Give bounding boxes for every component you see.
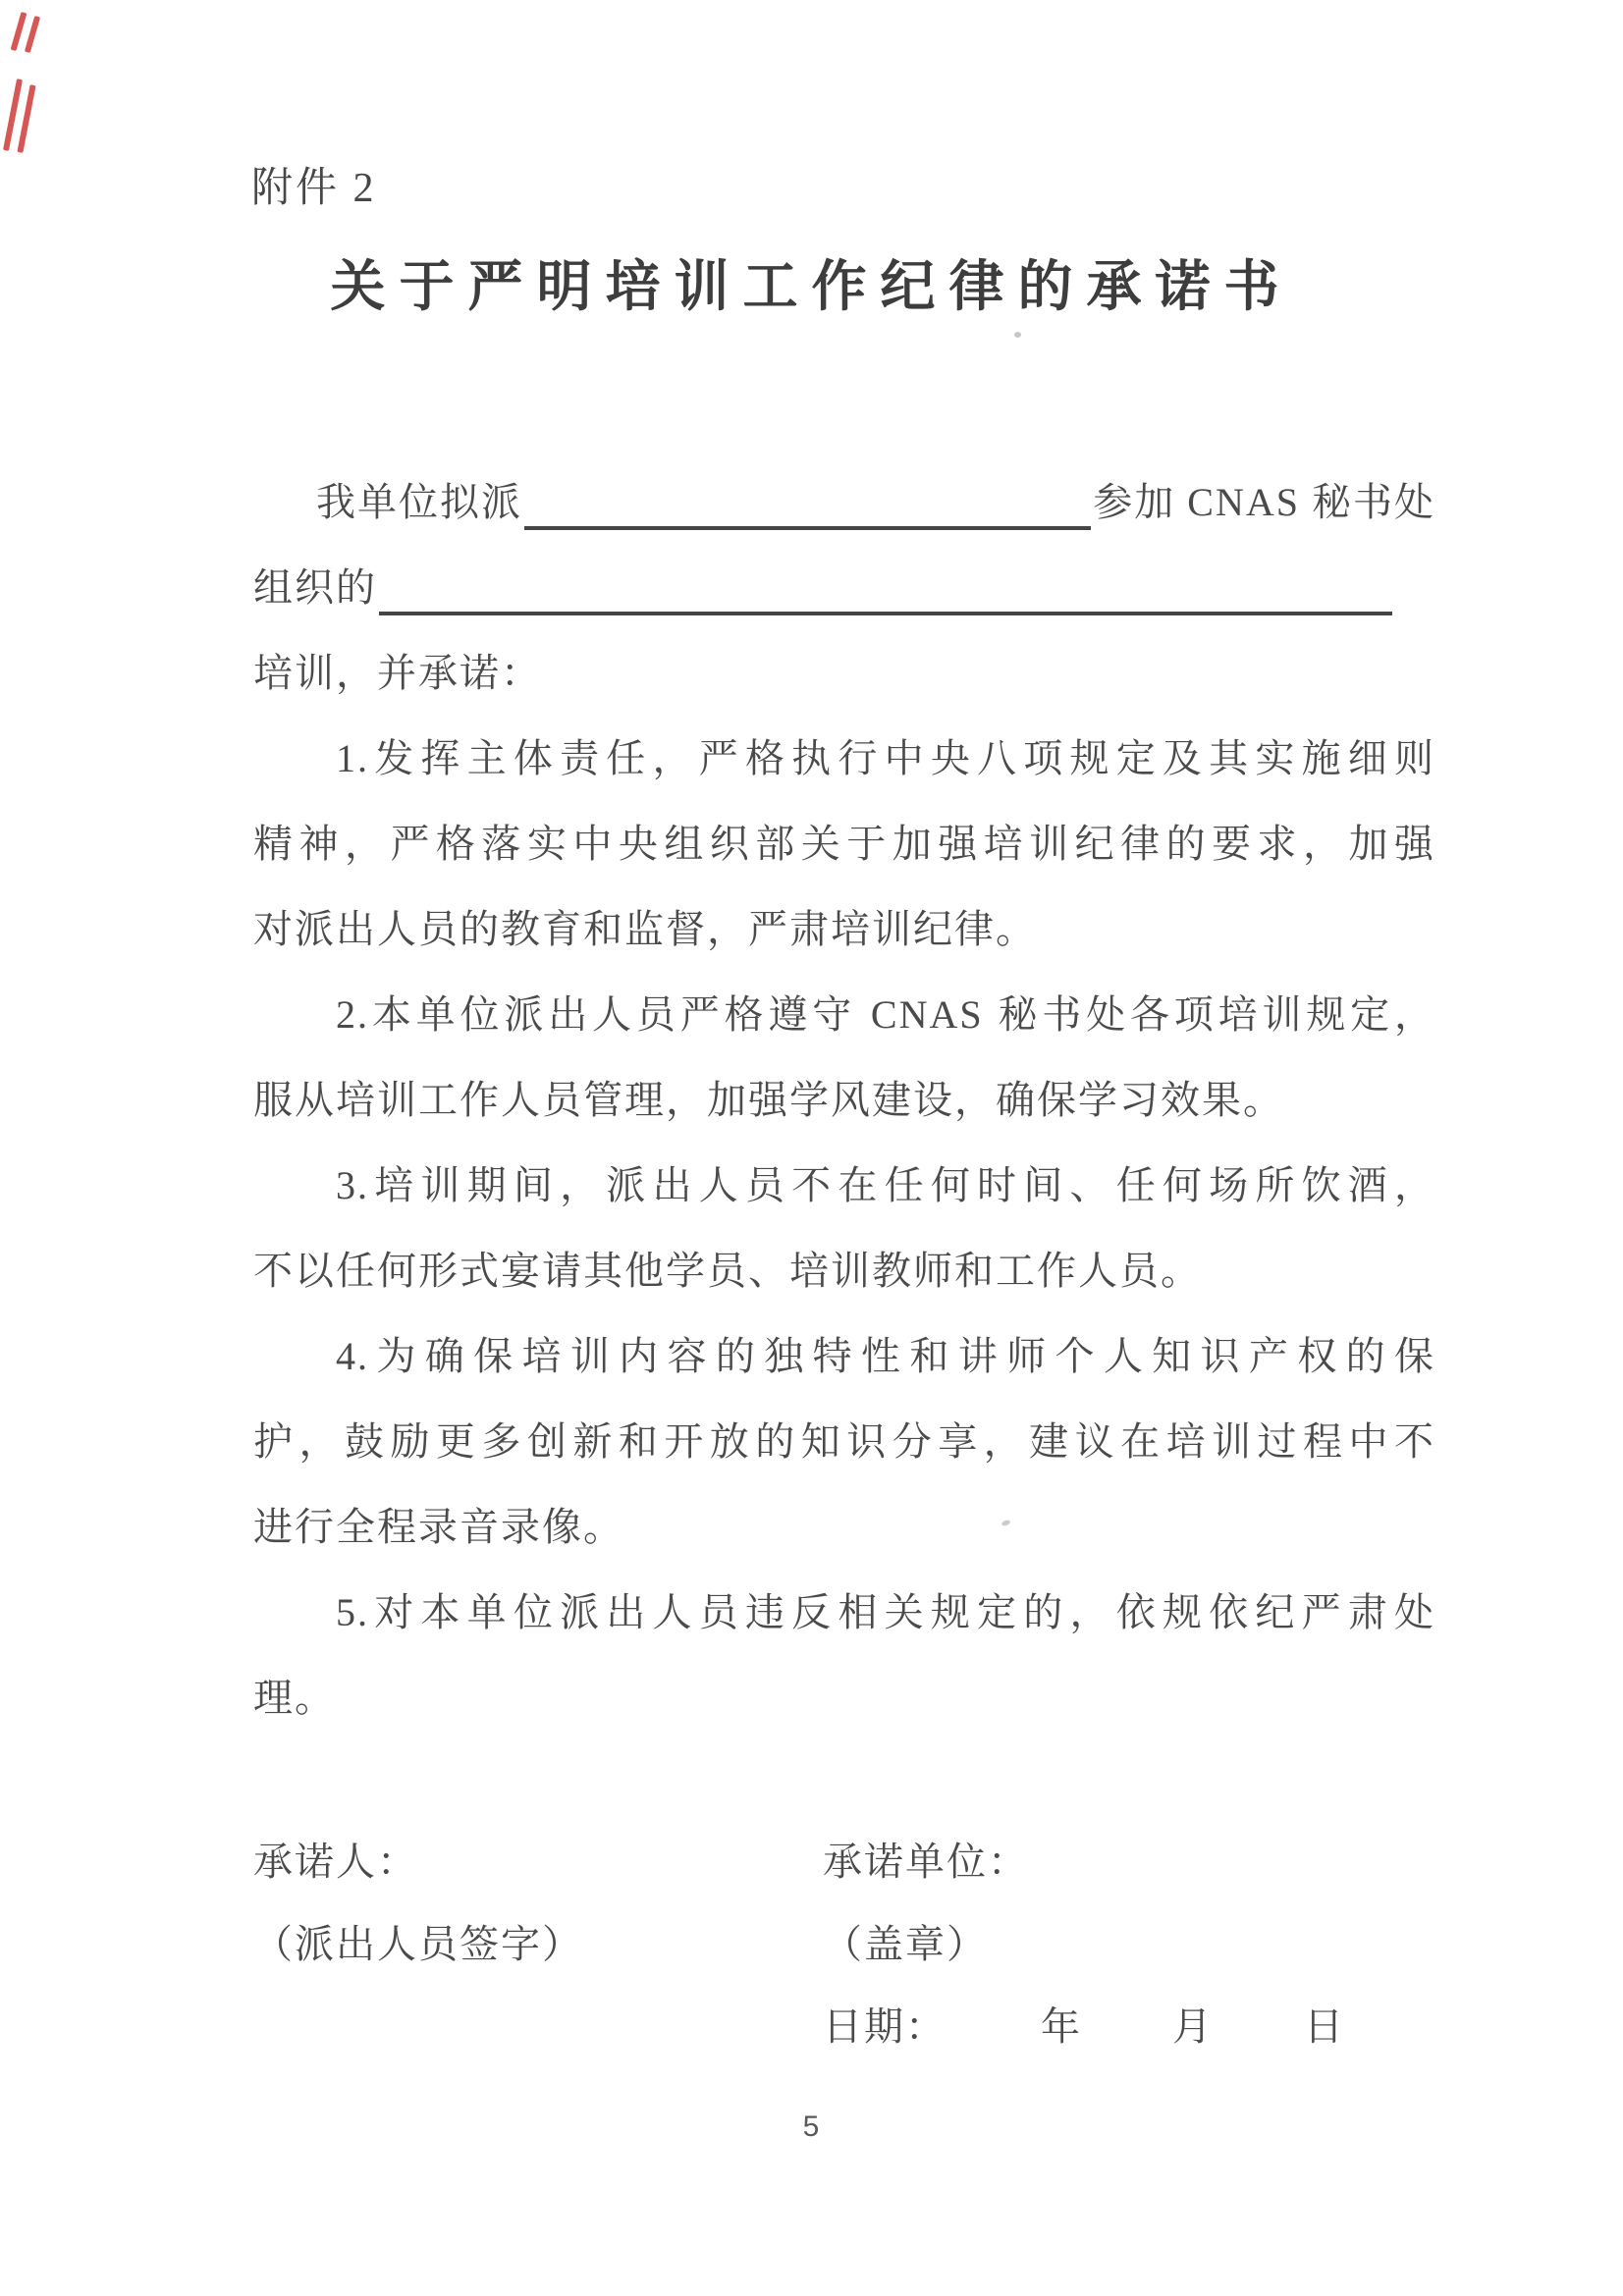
- unit-label: 承诺单位：: [823, 1840, 1029, 1884]
- signature-row-labels: [253, 1821, 1435, 1903]
- intro-line-1-prefix: 我单位拟派: [316, 480, 522, 524]
- document-body: [253, 459, 1435, 1740]
- date-year-label: 年: [1041, 2004, 1082, 2049]
- fill-blank-training-name: [377, 545, 1394, 630]
- page-number: 5: [802, 2110, 821, 2143]
- item-5-line-1: 5.对本单位派出人员违反相关规定的，依规依纪严肃处: [336, 1590, 1435, 1634]
- item-1-line-3: 对派出人员的教育和监督，严肃培训纪律。: [253, 907, 1037, 951]
- item-1-line-1: 1.发挥主体责任，严格执行中央八项规定及其实施细则: [336, 736, 1435, 780]
- date-label: 日期：: [823, 2004, 947, 2049]
- signature-row-notes: [253, 1903, 1435, 1986]
- intro-line-2: [253, 545, 1435, 630]
- item-3-line-2: 不以任何形式宴请其他学员、培训教师和工作人员。: [253, 1249, 1202, 1293]
- document-title: 关于严明培训工作纪律的承诺书: [330, 255, 1293, 317]
- item-2-line-2: 服从培训工作人员管理，加强学风建设，确保学习效果。: [253, 1078, 1284, 1122]
- item-5-line-2: 理。: [253, 1676, 336, 1720]
- scan-speck-1: [1014, 332, 1021, 338]
- item-4-line-1: 4.为确保培训内容的独特性和讲师个人知识产权的保: [336, 1334, 1435, 1378]
- unit-note: （盖章）: [823, 1922, 988, 1966]
- item-1-line-2: 精神，严格落实中央组织部关于加强培训纪律的要求，加强: [253, 822, 1435, 866]
- date-line: [823, 1986, 1435, 2068]
- date-row-spacer: [253, 1986, 823, 2068]
- fill-blank-trainee-name: [522, 459, 1093, 545]
- date-month-label: 月: [1172, 2004, 1214, 2049]
- promiser-label: 承诺人：: [253, 1840, 418, 1884]
- signature-row-date: [253, 1986, 1435, 2068]
- red-pen-mark-2: [25, 16, 40, 53]
- attachment-label: 附件 2: [251, 166, 377, 211]
- red-pen-mark-4: [17, 84, 35, 153]
- intro-line-1-suffix: 参加 CNAS 秘书处: [1093, 480, 1435, 524]
- item-4-line-2: 护，鼓励更多创新和开放的知识分享，建议在培训过程中不: [253, 1419, 1435, 1464]
- intro-line-1: [253, 459, 1435, 545]
- date-day-label: 日: [1304, 2004, 1345, 2049]
- red-pen-mark-1: [11, 12, 27, 51]
- promiser-note: （派出人员签字）: [253, 1922, 583, 1966]
- item-2-line-1: 2.本单位派出人员严格遵守 CNAS 秘书处各项培训规定，: [336, 992, 1435, 1037]
- signature-block: [253, 1821, 1435, 2068]
- item-3-line-1: 3.培训期间，派出人员不在任何时间、任何场所饮酒，: [336, 1163, 1435, 1207]
- item-4-line-3: 进行全程录音录像。: [253, 1505, 624, 1549]
- intro-line-2-prefix: 组织的: [253, 565, 377, 610]
- intro-line-3: 培训，并承诺：: [253, 651, 542, 695]
